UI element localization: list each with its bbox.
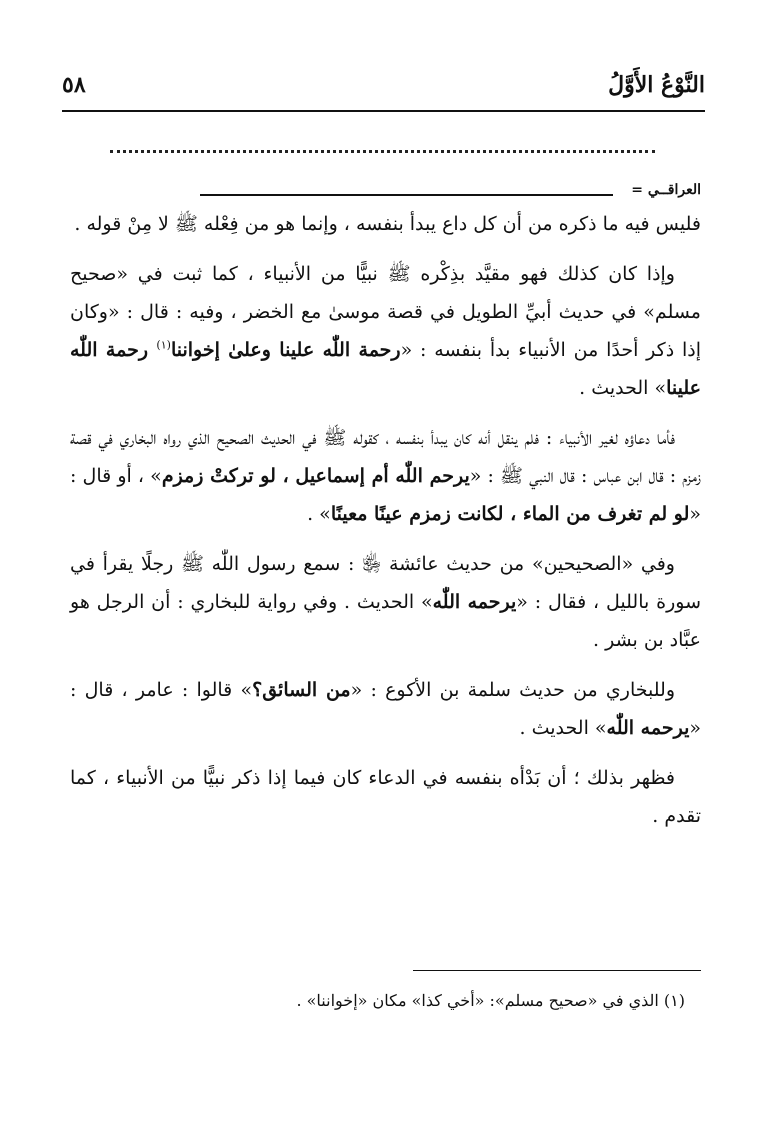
paragraph [70,255,701,407]
quoted-text: رحمة اللّٰه علينا [70,339,701,399]
paragraph [70,545,701,659]
source-rule [200,194,613,196]
text-segment: » الحديث . [519,717,607,739]
chapter-title: النَّوْعُ الأَوَّلُ [608,72,705,98]
text-segment: » الحديث . وفي رواية للبخاري : أن الرجل هو عبَّاد بن بشر . [70,591,701,651]
text-segment: » الحديث . [579,377,667,399]
paragraph [70,419,701,533]
quoted-text: يرحمه اللّٰه [432,591,517,613]
quoted-text: رحمة اللّٰه علينا وعلىٰ إخواننا [170,339,401,361]
text-segment: » ، أو قال : « [70,465,701,525]
paragraph [70,671,701,747]
footnote-separator [413,970,701,971]
dotted-separator [110,150,655,153]
quoted-text: يرحمه اللّٰه [606,717,690,739]
source-row [70,182,701,206]
text-segment: فليس فيه ما ذكره من أن كل داع يبدأ بنفسه ، وإنما هو من فِعْله ﷺ لا مِنْ قوله . [74,213,701,235]
text-segment: » قالوا : عامر ، قال : « [70,679,701,739]
paragraph [70,759,701,835]
text-segment: وإذا كان كذلك فهو مقيَّد بذِكْره ﷺ نبيًّا من الأنبياء ، كما ثبت في «صحيح مسلم» في حديث أبيِّ الطويل في قصة موسىٰ مع الخضر ، وفيه : قال : «وكان إذا ذكر أحدًا من الأنبياء بدأ بنفسه : « [70,263,702,361]
text-segment: وفي «الصحيحين» من حديث عائشة ﵂ : سمع رسول اللّٰه ﷺ رجلًا يقرأ في سورة بالليل ، فقال : « [70,553,701,613]
text-segment: » . [307,503,331,525]
footnote-ref: (١) [156,338,171,352]
quoted-text: يرحم اللّٰه أم إسماعيل ، لو تركتْ زمزم [161,465,470,487]
page-number: ٥٨ [62,72,86,98]
body-text [70,205,701,847]
quoted-text: لو لم تغرف من الماء ، لكانت زمزم عينًا معينًا [330,503,690,525]
source-label: العراقــي = [631,182,701,198]
quoted-text: من السائق؟ [252,679,351,701]
text-segment: فأما دعاؤه لغير الأنبياء : فلم ينقل أنه كان يبدأ بنفسه ، كقوله ﷺ في الحديث الصحيح الذي رواه البخاري في قصة زمزم : قال ابن عباس : قال النبي ﷺ : « [70,427,702,487]
text-segment: وللبخاري من حديث سلمة بن الأكوع : « [350,679,676,701]
text-segment: فظهر بذلك ؛ أن بَدْأه بنفسه في الدعاء كان فيما إذا ذكر نبيًّا من الأنبياء ، كما تقدم . [70,767,701,827]
page-header [62,66,705,112]
footnote: (١) الذي في «صحيح مسلم»: «أخي كذا» مكان «إخواننا» . [296,991,685,1010]
paragraph [70,205,701,243]
